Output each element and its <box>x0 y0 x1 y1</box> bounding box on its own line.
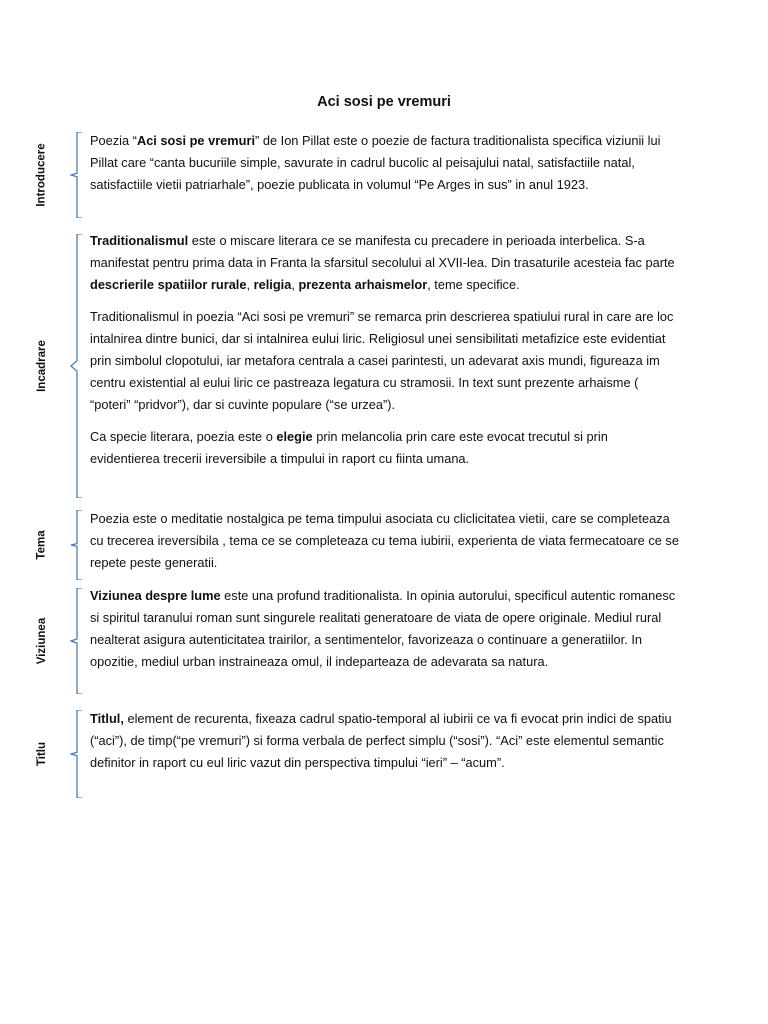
section-text-introducere <box>90 130 680 196</box>
section-text-tema <box>90 508 680 574</box>
brace-incadrare <box>70 234 84 498</box>
section-label-tema: Tema <box>35 530 48 560</box>
document-title: Aci sosi pe vremuri <box>317 94 451 110</box>
brace-tema <box>70 510 84 580</box>
paragraph: Poezia este o meditatie nostalgica pe tema timpului asociata cu cliclicitatea vietii, care se completeaza cu trecerea ireversibila , tema ce se completeaza cu tema iubirii, experienta de viata fermecatoare ce se repete peste generatii. <box>90 511 679 570</box>
paragraph: Poezia “Aci sosi pe vremuri” de Ion Pillat este o poezie de factura traditionalista specifica viziunii lui Pillat care “canta bucuriile simple, savurate in cadrul bucolic al peisajului natal, satisfactiile natal, satisfactiile vietii patriarhale”, poezie publicata in volumul “Pe Arges in sus” in anul 1923. <box>90 133 661 192</box>
brace-introducere <box>70 132 84 218</box>
section-label-introducere: Introducere <box>36 143 49 207</box>
section-text-viziunea <box>90 585 680 673</box>
brace-viziunea <box>70 588 84 694</box>
brace-titlu <box>70 710 84 798</box>
paragraph: Ca specie literara, poezia este o elegie prin melancolia prin care este evocat trecutul si prin evidentierea trecerii ireversibile a timpului in raport cu fiinta umana. <box>90 429 608 466</box>
section-label-viziunea: Viziunea <box>36 617 49 665</box>
section-label-incadrare: Incadrare <box>36 340 48 392</box>
paragraph: Titlul, element de recurenta, fixeaza cadrul spatio-temporal al iubirii ce va fi evocat prin indici de spatiu (“aci”), de timp(“pe vremuri”) si forma verbala de perfect simplu (“sosi”). “Aci” este elementul semantic definitor in raport cu eul liric vazut din perspectiva timpului “ieri” – “acum”. <box>90 711 672 770</box>
section-text-incadrare <box>90 230 680 470</box>
paragraph: Traditionalismul in poezia “Aci sosi pe vremuri” se remarca prin descrierea spatiului rural in care are loc intalnirea dintre bunici, dar si intalnirea eului liric. Religiosul unei sensibilitati metafizice este evidentiat prin simbolul clopotului, iar metafora centrala a casei parintesti, un adevarat axis mundi, figureaza im centru existential al eului liric ce pastreaza legatura cu stramosii. In text sunt prezente arhaisme ( “poteri” “pridvor”), dar si cuvinte populare (“se urzea”). <box>90 309 674 412</box>
paragraph: Traditionalismul este o miscare literara ce se manifesta cu precadere in perioada interbelica. S-a manifestat pentru prima data in Franta la sfarsitul secolului al XVII-lea. Din trasaturile acesteia fac parte descrierile spatiilor rurale, religia, prezenta arhaismelor, teme specifice. <box>90 233 675 292</box>
section-text-titlu <box>90 708 680 774</box>
section-label-titlu: Titlu <box>36 741 48 767</box>
paragraph: Viziunea despre lume este una profund traditionalista. In opinia autorului, specificul autentic romanesc si spiritul taranului roman sunt singurele realitati generatoare de viata de opere originale. Mediul rural nealterat asigura autenticitatea trairilor, a sentimentelor, favorizeaza o continuare a generatiilor. In opozitie, mediul urban instraineaza omul, il indeparteaza de adevarata sa natura. <box>90 588 676 669</box>
